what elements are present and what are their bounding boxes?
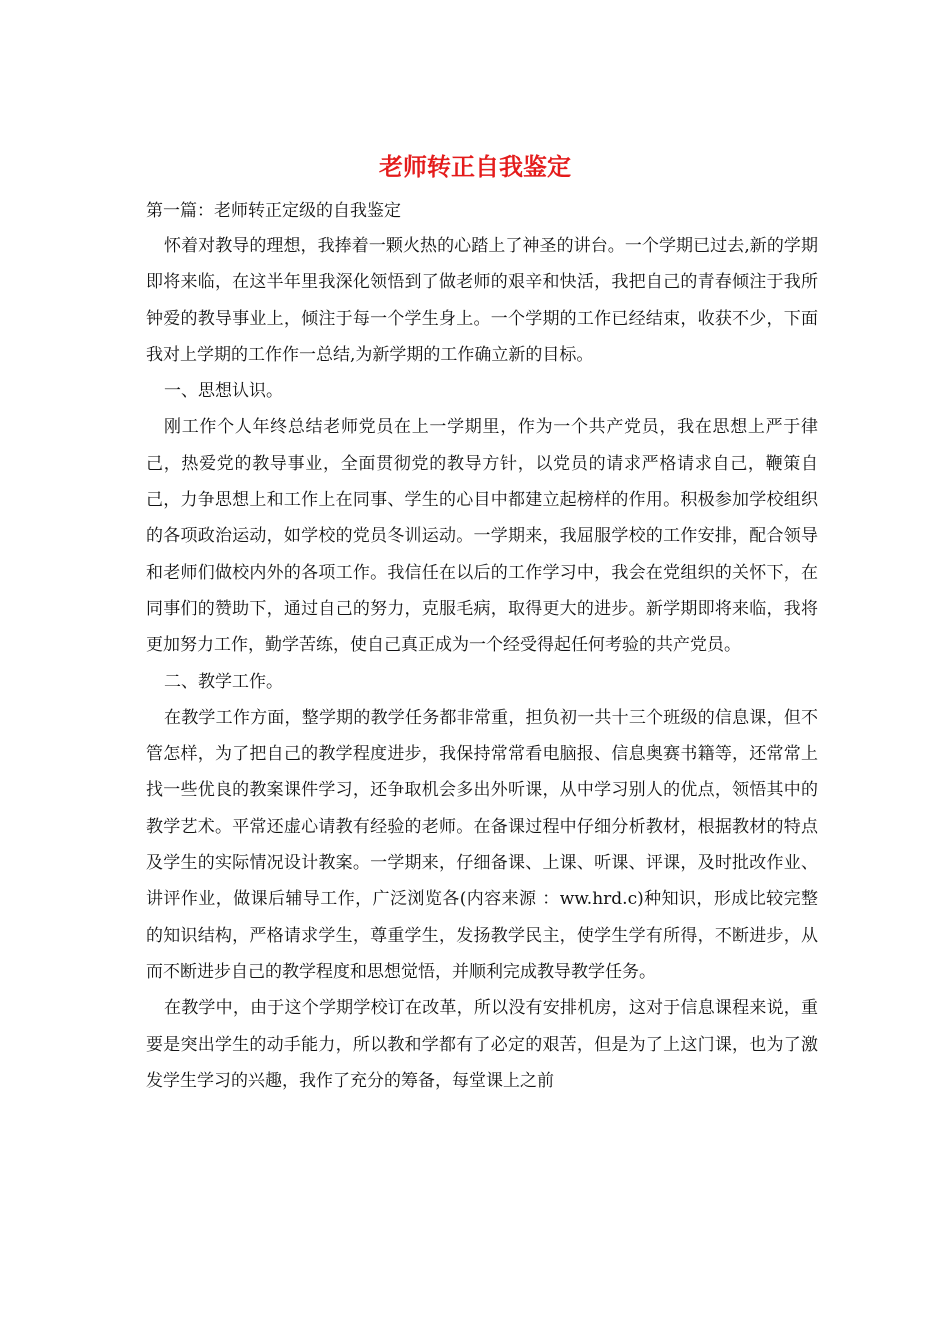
- document-subtitle: 第一篇：老师转正定级的自我鉴定: [146, 201, 401, 221]
- section-heading-ideology: 一、思想认识。: [164, 381, 283, 402]
- paragraph-ideology: 刚工作个人年终总结老师党员在上一学期里，作为一个共产党员，我在思想上严于律己，热爱党的教导事业，全面贯彻党的教导方针，以党员的请求严格请求自己，鞭策自己，力争思想上和工作上在同事、学生的心目中都建立起榜样的作用。积极参加学校组织的各项政治运动，如学校的党员冬训运动。一学期来，我屈服学校的工作安排，配合领导和老师们做校内外的各项工作。我信任在以后的工作学习中，我会在党组织的关怀下，在同事们的赞助下，通过自己的努力，克服毛病，取得更大的进步。新学期即将来临，我将更加努力工作，勤学苦练，使自己真正成为一个经受得起任何考验的共产党员。: [146, 417, 818, 656]
- document-title: 老师转正自我鉴定: [379, 152, 571, 181]
- paragraph-teaching-continued: 在教学中，由于这个学期学校订在改革，所以没有安排机房，这对于信息课程来说，重要是突出学生的动手能力，所以教和学都有了必定的艰苦，但是为了上这门课，也为了激发学生学习的兴趣，我作了充分的筹备，每堂课上之前: [146, 998, 818, 1091]
- paragraph-intro: 怀着对教导的理想，我捧着一颗火热的心踏上了神圣的讲台。一个学期已过去,新的学期即将来临，在这半年里我深化领悟到了做老师的艰辛和快活，我把自己的青春倾注于我所钟爱的教导事业上，倾注于每一个学生身上。一个学期的工作已经结束，收获不少，下面我对上学期的工作作一总结,为新学期的工作确立新的目标。: [146, 236, 818, 365]
- section-heading-teaching: 二、教学工作。: [164, 671, 283, 692]
- paragraph-teaching: 在教学工作方面，整学期的教学任务都非常重，担负初一共十三个班级的信息课，但不管怎样，为了把自己的教学程度进步，我保持常常看电脑报、信息奥赛书籍等，还常常上找一些优良的教案课件学习，还争取机会多出外听课，从中学习别人的优点，领悟其中的教学艺术。平常还虚心请教有经验的老师。在备课过程中仔细分析教材，根据教材的特点及学生的实际情况设计教案。一学期来，仔细备课、上课、听课、评课，及时批改作业、讲评作业，做课后辅导工作，广泛浏览各(内容来源 ：ww.hrd.c)种知识，形成比较完整的知识结构，严格请求学生，尊重学生，发扬教学民主，使学生学有所得，不断进步，从而不断进步自己的教学程度和思想觉悟，并顺利完成教导教学任务。: [146, 707, 818, 982]
- document-body: [146, 194, 818, 1099]
